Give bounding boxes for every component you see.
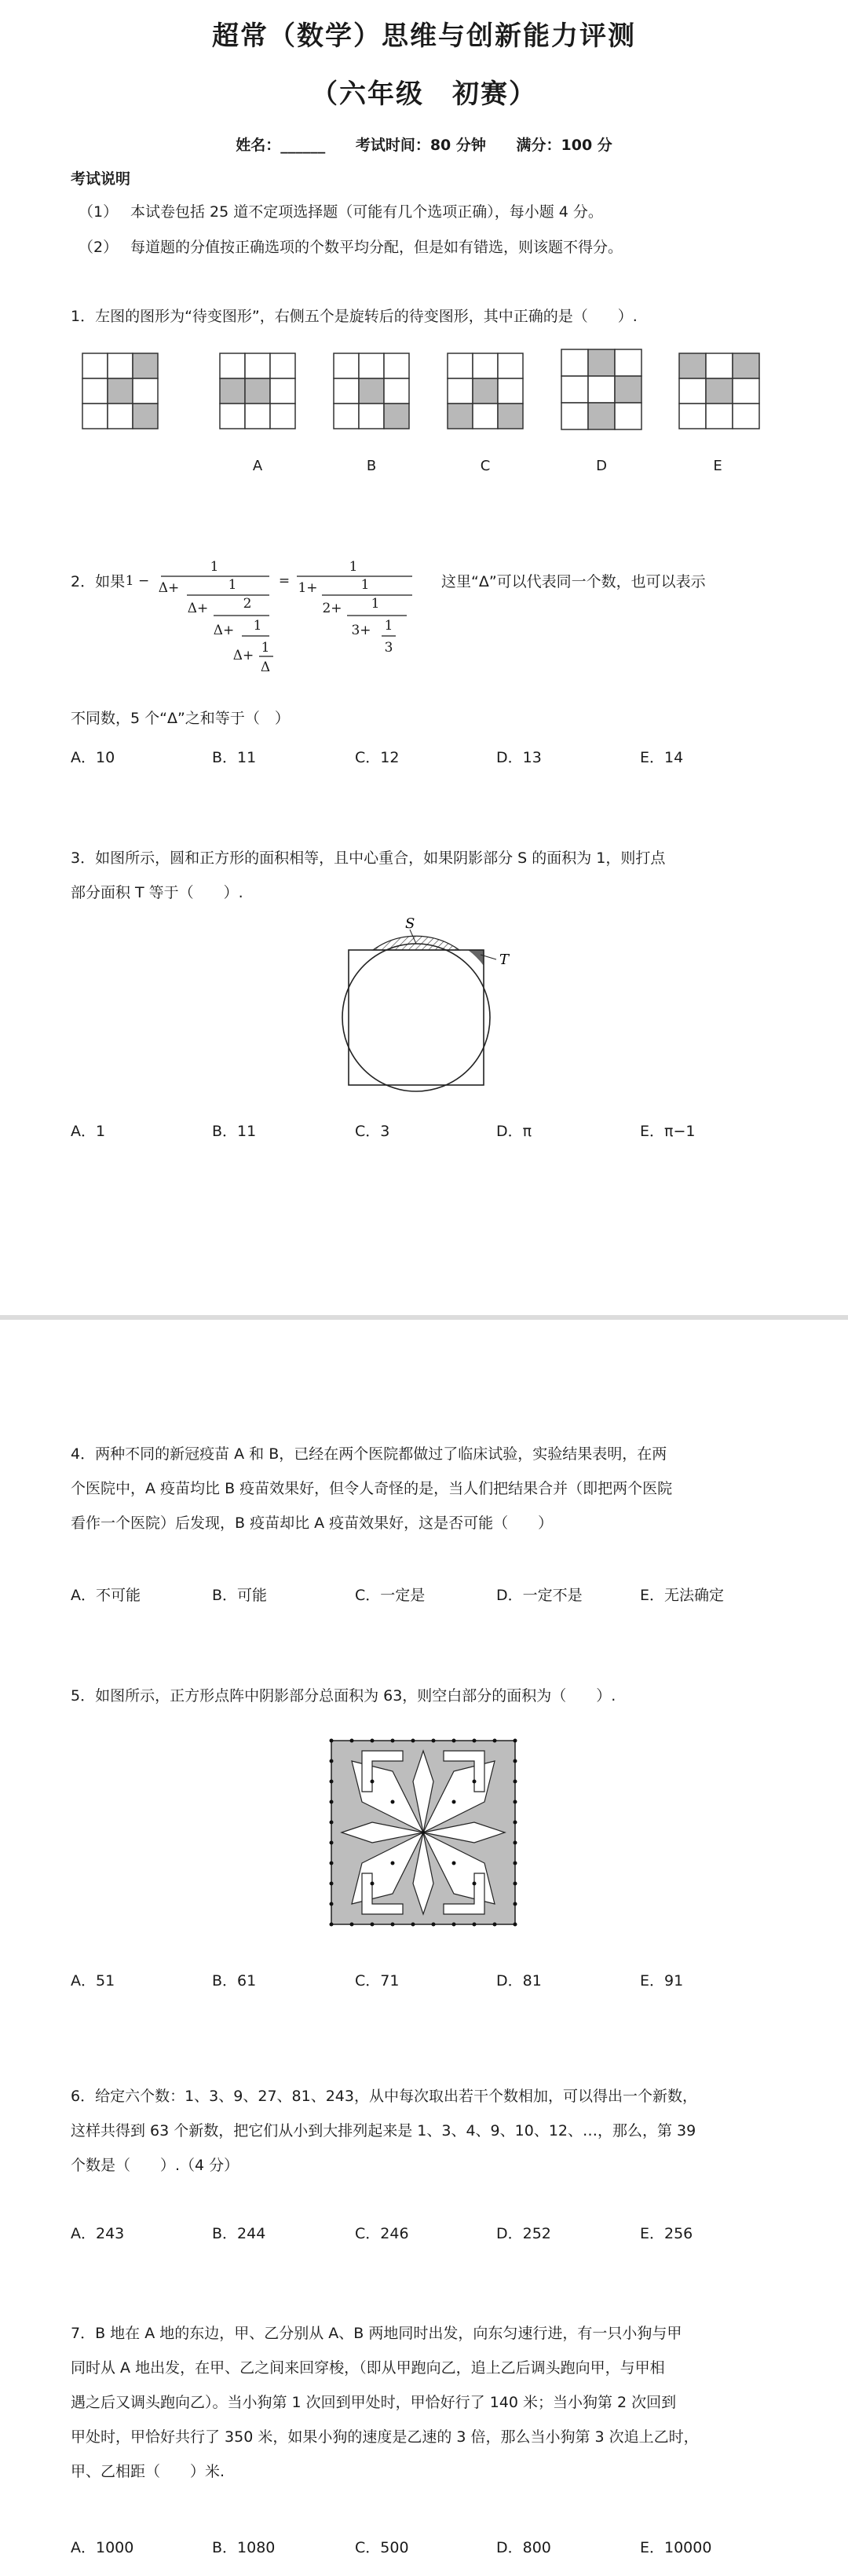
q2-rden: 3 [384,640,393,656]
q3-line2: 部分面积 T 等于（ ）. [71,884,243,901]
q6-option-b[interactable]: B．244 [212,2225,266,2242]
q7-option-d[interactable]: D．800 [496,2539,551,2556]
q3-circle [342,944,490,1091]
q2-option-e[interactable]: E．14 [640,749,684,766]
q2-rnum-4: 1 [384,618,393,634]
q2-num-2: 1 [228,577,237,593]
q2-option-a[interactable]: A．10 [71,749,115,766]
q3-region-t [468,950,484,966]
q4-option-c[interactable]: C．一定是 [355,1587,426,1604]
q2-continued-fraction [126,559,440,700]
name-field-label: 姓名：______ [236,137,326,154]
q3-line1: 3．如图所示，圆和正方形的面积相等，且中心重合，如果阴影部分 S 的面积为 1，则打点 [71,850,666,867]
q7-options [0,2536,848,2560]
q3-option-c[interactable]: C．3 [355,1123,390,1140]
q7-line1: 7．B 地在 A 地的东边，甲、乙分别从 A、B 两地同时出发，向东匀速行进，有一只小狗与甲 [71,2325,682,2342]
q2-eq: = [278,573,291,589]
q2-num-3: 2 [243,596,252,612]
page-subtitle: （六年级 初赛） [311,79,537,110]
q5-option-e[interactable]: E．91 [640,1972,684,1990]
q2-rnum-1: 1 [349,559,358,575]
q2-option-b[interactable]: B．11 [212,749,257,766]
q3-label-s: S [405,915,415,932]
instruction-1-text: 本试卷包括 25 道不定项选择题（可能有几个选项正确），每小题 4 分。 [130,203,603,221]
q2-line2: 不同数，5 个“Δ”之和等于（ ） [71,710,290,727]
q2-rplus-3: 3+ [351,623,371,638]
q2-option-d[interactable]: D．13 [496,749,542,766]
q7-line2: 同时从 A 地出发，在甲、乙之间来回穿梭，（即从甲跑向乙，追上乙后调头跑向甲，与甲相 [71,2359,665,2377]
q2-dplus-3: Δ+ [213,623,235,638]
q2-minus: 1 − [126,573,150,589]
q7-line3: 遇之后又调头跑向乙）。当小狗第 1 次回到甲处时，甲恰好行了 140 米；当小狗第 2 次回到 [71,2394,677,2411]
q5-dot-lattice-figure [322,1731,526,1935]
q4-line2: 个医院中，A 疫苗均比 B 疫苗效果好，但令人奇怪的是，当人们把结果合并（即把两个医院 [71,1480,673,1497]
q2-delta: Δ [260,660,271,675]
q7-line4: 甲处时，甲恰好共行了 350 米，如果小狗的速度是乙速的 3 倍，那么当小狗第 3 次追上乙时， [71,2428,699,2446]
q4-option-b[interactable]: B．可能 [212,1587,268,1604]
q6-option-d[interactable]: D．252 [496,2225,551,2242]
q3-option-d[interactable]: D．π [496,1123,532,1140]
q3-options [0,1120,848,1143]
q6-line1: 6．给定六个数：1、3、9、27、81、243，从中每次取出若干个数相加，可以得出一个新数， [71,2088,697,2105]
q2-rplus-2: 2+ [322,601,342,616]
q3-option-b[interactable]: B．11 [212,1123,257,1140]
score-label: 满分：100 分 [516,137,612,154]
q2-rnum-2: 1 [360,577,370,593]
q6-option-c[interactable]: C．246 [355,2225,409,2242]
q6-line3: 个数是（ ）.（4 分） [71,2157,239,2174]
q4-line3: 看作一个医院）后发现，B 疫苗却比 A 疫苗效果好，这是否可能（ ） [71,1515,554,1532]
q2-options [0,746,848,769]
q7-line5: 甲、乙相距（ ）米. [71,2463,225,2480]
instruction-2-num: （2） [79,239,119,256]
q2-dplus-1: Δ+ [158,580,180,596]
q2-num-1: 1 [210,559,219,575]
q5-option-b[interactable]: B．61 [212,1972,257,1990]
q4-option-a[interactable]: A．不可能 [71,1587,141,1604]
instruction-1-num: （1） [79,203,119,221]
instruction-2-text: 每道题的分值按正确选项的个数平均分配，但是如有错选，则该题不得分。 [130,239,623,256]
q2-num-4: 1 [253,618,262,634]
q2-rplus-1: 1+ [298,580,318,596]
q4-line1: 4．两种不同的新冠疫苗 A 和 B，已经在两个医院都做过了临床试验，实验结果表明，在两 [71,1445,667,1463]
page-divider [0,1315,848,1320]
q3-label-t: T [499,952,510,968]
q3-circle-square-figure [314,911,518,1107]
q6-line2: 这样共得到 63 个新数，把它们从小到大排列起来是 1、3、4、9、10、12、…，那么，第 39 [71,2122,696,2139]
q3-option-a[interactable]: A．1 [71,1123,106,1140]
q5-option-a[interactable]: A．51 [71,1972,115,1990]
q4-option-e[interactable]: E．无法确定 [640,1587,725,1604]
q6-option-e[interactable]: E．256 [640,2225,693,2242]
q4-options [0,1584,848,1607]
page-title: 超常（数学）思维与创新能力评测 [212,20,636,52]
q7-option-e[interactable]: E．10000 [640,2539,712,2556]
q7-option-c[interactable]: C．500 [355,2539,409,2556]
q2-num-5: 1 [261,640,270,656]
q1-label-a: A [252,458,263,474]
q1-label-e: E [713,458,722,474]
q2-rnum-3: 1 [371,596,380,612]
q1-label-c: C [480,458,491,474]
q5-options [0,1969,848,1993]
q7-option-a[interactable]: A．1000 [71,2539,134,2556]
q2-dplus-4: Δ+ [232,648,254,663]
q5-text: 5．如图所示，正方形点阵中阴影部分总面积为 63，则空白部分的面积为（ ）. [71,1687,616,1705]
q1-text: 1．左图的图形为“待变图形”，右侧五个是旋转后的待变图形，其中正确的是（ ）. [71,308,638,325]
instructions-heading: 考试说明 [71,170,131,188]
q7-option-b[interactable]: B．1080 [212,2539,276,2556]
q1-grid-figures [71,345,777,440]
q1-label-d: D [596,458,607,474]
q2-dplus-2: Δ+ [187,601,209,616]
q2-lead: 2．如果 [71,573,126,590]
exam-info [0,133,848,155]
q3-option-e[interactable]: E．π−1 [640,1123,696,1140]
q5-option-d[interactable]: D．81 [496,1972,542,1990]
q4-option-d[interactable]: D．一定不是 [496,1587,583,1604]
q2-option-c[interactable]: C．12 [355,749,400,766]
q6-option-a[interactable]: A．243 [71,2225,125,2242]
q1-label-b: B [366,458,377,474]
time-label: 考试时间：80 分钟 [355,137,486,154]
q5-option-c[interactable]: C．71 [355,1972,400,1990]
q2-after: 这里“Δ”可以代表同一个数，也可以表示 [441,573,706,590]
q3-square [349,950,484,1085]
q6-options [0,2222,848,2245]
